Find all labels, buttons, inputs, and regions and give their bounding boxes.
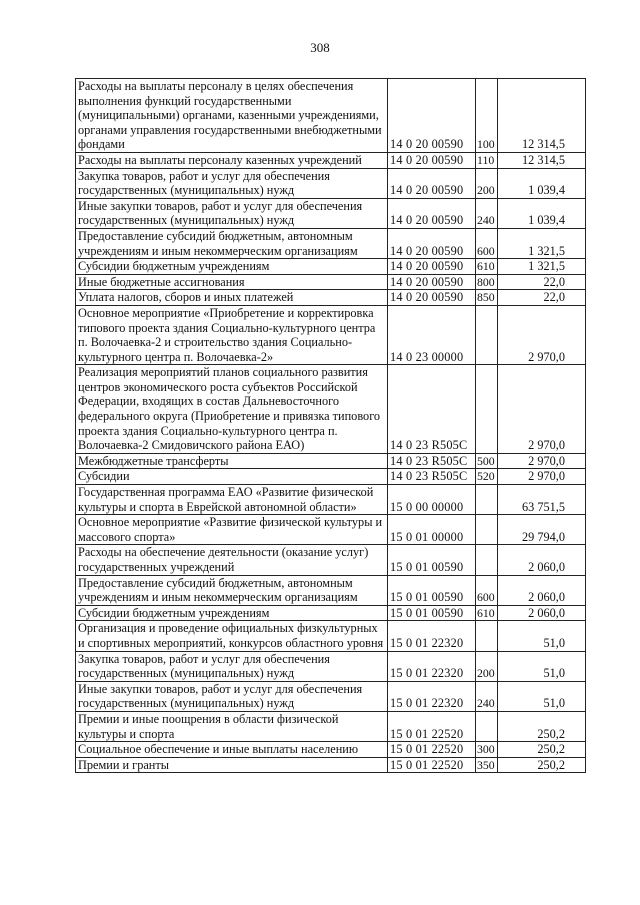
- row-csr-code-cell: 14 0 20 00590: [388, 228, 476, 258]
- row-expense-type-cell: 200: [476, 651, 498, 681]
- table-row: [76, 545, 586, 575]
- row-amount-cell: 2 060,0: [498, 545, 586, 575]
- row-name-cell: Межбюджетные трансферты: [76, 453, 388, 469]
- row-name-cell: Субсидии бюджетным учреждениям: [76, 259, 388, 275]
- table-row: [76, 259, 586, 275]
- row-expense-type-cell: 300: [476, 742, 498, 758]
- row-name-cell: Расходы на выплаты персоналу казенных учреждений: [76, 152, 388, 168]
- row-name-cell: Предоставление субсидий бюджетным, автономным учреждениям и иным некоммерческим организациям: [76, 575, 388, 605]
- table-row: [76, 681, 586, 711]
- table-row: [76, 274, 586, 290]
- row-csr-code-cell: 15 0 01 00590: [388, 575, 476, 605]
- row-amount-cell: 29 794,0: [498, 515, 586, 545]
- table-row: [76, 651, 586, 681]
- row-expense-type-cell: [476, 305, 498, 364]
- row-expense-type-cell: [476, 621, 498, 651]
- row-name-cell: Иные закупки товаров, работ и услуг для обеспечения государственных (муниципальных) нужд: [76, 681, 388, 711]
- row-name-cell: Закупка товаров, работ и услуг для обеспечения государственных (муниципальных) нужд: [76, 168, 388, 198]
- row-expense-type-cell: [476, 545, 498, 575]
- row-csr-code-cell: 15 0 01 22320: [388, 651, 476, 681]
- table-row: [76, 453, 586, 469]
- row-expense-type-cell: 850: [476, 290, 498, 306]
- row-csr-code-cell: 14 0 20 00590: [388, 198, 476, 228]
- row-name-cell: Государственная программа ЕАО «Развитие физической культуры и спорта в Еврейской автономной области»: [76, 485, 388, 515]
- row-amount-cell: 2 970,0: [498, 453, 586, 469]
- row-csr-code-cell: 14 0 20 00590: [388, 152, 476, 168]
- row-expense-type-cell: 610: [476, 605, 498, 621]
- row-amount-cell: 12 314,5: [498, 79, 586, 153]
- row-name-cell: Основное мероприятие «Приобретение и корректировка типового проекта здания Социально-культурного центра п. Волочаевка-2 и строительство здания Социально-культурного центра п. Волочаевка-2»: [76, 305, 388, 364]
- table-row: [76, 742, 586, 758]
- row-csr-code-cell: 14 0 23 R505C: [388, 469, 476, 485]
- row-expense-type-cell: [476, 711, 498, 741]
- row-expense-type-cell: [476, 485, 498, 515]
- row-amount-cell: 22,0: [498, 274, 586, 290]
- row-expense-type-cell: 520: [476, 469, 498, 485]
- row-csr-code-cell: 15 0 01 00590: [388, 605, 476, 621]
- budget-table-body: [76, 79, 586, 773]
- row-name-cell: Закупка товаров, работ и услуг для обеспечения государственных (муниципальных) нужд: [76, 651, 388, 681]
- row-expense-type-cell: 600: [476, 228, 498, 258]
- row-amount-cell: 1 039,4: [498, 198, 586, 228]
- row-name-cell: Иные бюджетные ассигнования: [76, 274, 388, 290]
- row-name-cell: Премии и иные поощрения в области физической культуры и спорта: [76, 711, 388, 741]
- page-number: 308: [310, 40, 330, 55]
- row-csr-code-cell: 15 0 01 22320: [388, 621, 476, 651]
- row-amount-cell: 1 321,5: [498, 228, 586, 258]
- row-name-cell: Расходы на обеспечение деятельности (оказание услуг) государственных учреждений: [76, 545, 388, 575]
- row-csr-code-cell: 14 0 20 00590: [388, 79, 476, 153]
- table-row: [76, 469, 586, 485]
- table-row: [76, 290, 586, 306]
- row-amount-cell: 1 321,5: [498, 259, 586, 275]
- row-expense-type-cell: 500: [476, 453, 498, 469]
- row-amount-cell: 2 970,0: [498, 469, 586, 485]
- row-name-cell: Субсидии бюджетным учреждениям: [76, 605, 388, 621]
- row-csr-code-cell: 15 0 01 22520: [388, 711, 476, 741]
- table-row: [76, 515, 586, 545]
- table-row: [76, 365, 586, 454]
- row-name-cell: Социальное обеспечение и иные выплаты населению: [76, 742, 388, 758]
- row-csr-code-cell: 14 0 20 00590: [388, 259, 476, 275]
- row-name-cell: Иные закупки товаров, работ и услуг для обеспечения государственных (муниципальных) нужд: [76, 198, 388, 228]
- row-expense-type-cell: 350: [476, 757, 498, 773]
- row-amount-cell: 250,2: [498, 711, 586, 741]
- row-csr-code-cell: 14 0 23 R505C: [388, 453, 476, 469]
- row-amount-cell: 51,0: [498, 651, 586, 681]
- table-row: [76, 79, 586, 153]
- row-expense-type-cell: 600: [476, 575, 498, 605]
- row-csr-code-cell: 15 0 01 00590: [388, 545, 476, 575]
- row-csr-code-cell: 14 0 23 00000: [388, 305, 476, 364]
- table-row: [76, 621, 586, 651]
- row-csr-code-cell: 14 0 20 00590: [388, 290, 476, 306]
- row-expense-type-cell: 110: [476, 152, 498, 168]
- row-name-cell: Субсидии: [76, 469, 388, 485]
- row-csr-code-cell: 15 0 01 22520: [388, 757, 476, 773]
- row-expense-type-cell: 100: [476, 79, 498, 153]
- row-expense-type-cell: 240: [476, 681, 498, 711]
- row-expense-type-cell: 240: [476, 198, 498, 228]
- row-expense-type-cell: [476, 365, 498, 454]
- table-row: [76, 757, 586, 773]
- row-amount-cell: 250,2: [498, 742, 586, 758]
- row-name-cell: Организация и проведение официальных физкультурных и спортивных мероприятий, конкурсов областного уровня: [76, 621, 388, 651]
- row-amount-cell: 2 970,0: [498, 305, 586, 364]
- row-csr-code-cell: 14 0 20 00590: [388, 168, 476, 198]
- table-row: [76, 485, 586, 515]
- table-row: [76, 605, 586, 621]
- table-row: [76, 152, 586, 168]
- row-csr-code-cell: 15 0 01 22520: [388, 742, 476, 758]
- row-expense-type-cell: [476, 515, 498, 545]
- table-row: [76, 168, 586, 198]
- row-amount-cell: 51,0: [498, 621, 586, 651]
- row-name-cell: Реализация мероприятий планов социального развития центров экономического роста субъектов Российской Федерации, входящих в состав Дальневосточного федерального округа (Приобретение и привязка типового проекта здания Социально-культурного центра п. Волочаевка-2 Смидовичского района ЕАО): [76, 365, 388, 454]
- row-csr-code-cell: 15 0 00 00000: [388, 485, 476, 515]
- table-row: [76, 228, 586, 258]
- table-row: [76, 711, 586, 741]
- row-expense-type-cell: 610: [476, 259, 498, 275]
- row-amount-cell: 51,0: [498, 681, 586, 711]
- table-row: [76, 305, 586, 364]
- row-csr-code-cell: 14 0 23 R505C: [388, 365, 476, 454]
- row-name-cell: Предоставление субсидий бюджетным, автономным учреждениям и иным некоммерческим организациям: [76, 228, 388, 258]
- row-expense-type-cell: 800: [476, 274, 498, 290]
- row-csr-code-cell: 15 0 01 00000: [388, 515, 476, 545]
- row-csr-code-cell: 15 0 01 22320: [388, 681, 476, 711]
- row-amount-cell: 22,0: [498, 290, 586, 306]
- row-amount-cell: 250,2: [498, 757, 586, 773]
- table-row: [76, 198, 586, 228]
- row-amount-cell: 1 039,4: [498, 168, 586, 198]
- row-name-cell: Премии и гранты: [76, 757, 388, 773]
- budget-table: [75, 78, 586, 773]
- row-amount-cell: 2 060,0: [498, 575, 586, 605]
- row-name-cell: Расходы на выплаты персоналу в целях обеспечения выполнения функций государственными (муниципальными) органами, казенными учреждениями, органами управления государственными внебюджетными фондами: [76, 79, 388, 153]
- row-amount-cell: 2 970,0: [498, 365, 586, 454]
- table-row: [76, 575, 586, 605]
- row-amount-cell: 63 751,5: [498, 485, 586, 515]
- row-name-cell: Уплата налогов, сборов и иных платежей: [76, 290, 388, 306]
- row-csr-code-cell: 14 0 20 00590: [388, 274, 476, 290]
- row-expense-type-cell: 200: [476, 168, 498, 198]
- row-name-cell: Основное мероприятие «Развитие физической культуры и массового спорта»: [76, 515, 388, 545]
- row-amount-cell: 2 060,0: [498, 605, 586, 621]
- row-amount-cell: 12 314,5: [498, 152, 586, 168]
